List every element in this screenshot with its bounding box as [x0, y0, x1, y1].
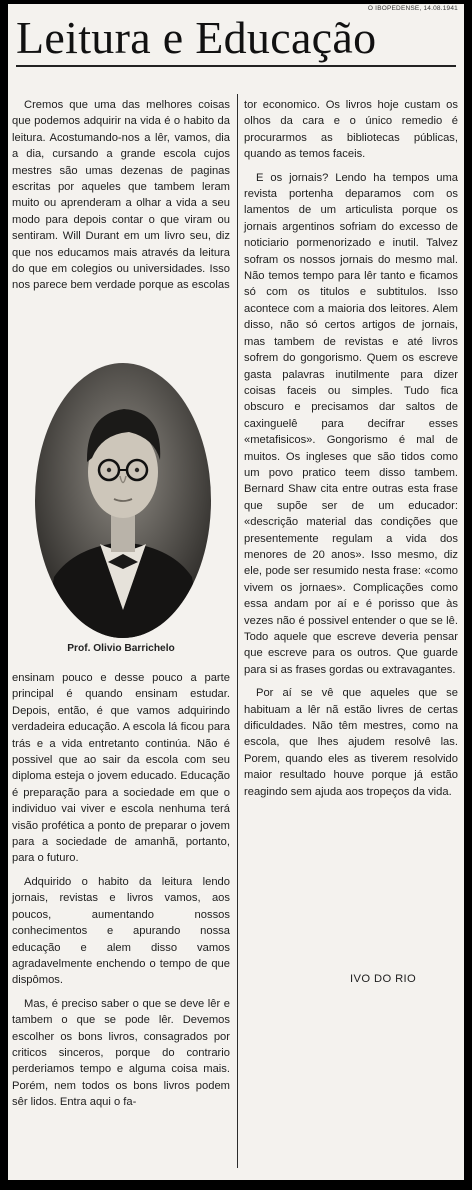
paragraph: Cremos que uma das melhores coisas que podemos adquirir na vida é o habito da leitura. Acostumando-nos a lêr, vamos, dia a dia, cursando a grande escola cujos mestres são umas dezenas de paginas escritas por aqueles que tambem leram muito ou aprenderam a olhar a vida a seu modo para depois contar o que viram ou sentiram. Will Durant em um livro seu, diz que nos educamos mais através da leitura do que em colegios ou universidades. Isso nos parece bem verdade porque as escolas — [12, 99, 230, 292]
paragraph: Por aí se vê que aqueles que se habituam a lêr nã estão livres de certas dificuldades. Não têm mestres, como na escola, que lhes ajudem resolvê las. Porem, quando eles as tiverem resolvido maior resultado houve porque já estão reagindo sem ajuda aos tropeços da vida. — [244, 687, 458, 798]
paragraph: tor economico. Os livros hoje custam os olhos da cara e o único remedio é procurarmos as bibliotecas públicas, quando as temos faceis. — [244, 99, 458, 161]
article-headline: Leitura e Educação — [16, 12, 377, 63]
paragraph: E os jornais? Lendo ha tempos uma revista portenha deparamos com os lamentos de um articulista porque os jornais argentinos sofriam do excesso de noticiario pormenorizado e inutil. Talvez sofram os nossos jornais do mesmo mal. Não temos tempo para lêr tanto e ficamos só com os titulos e subtitulos. Isso acontece com a maioria dos leitores. Alem disso, não só certos artigos de jornais, mas tambem de revistas e até livros sofrem do gongorismo. Quem os escreve gasta palavras inutilmente para dizer coisas faceis ou simples. Tudo fica obscuro e precisamos dar saltos de caxinguelê para decifrar esses «metafisicos». Gongorismo é mal de muitos. Os ingleses que são tidos como um povo pratico teem disso tambem. Bernard Shaw cita entre outras esta frase que supõe ser de um educador: «descrição material das condições que presentemente regulam a vida dos menores de 20 anos». Isso mesmo, diz ele, pode ser resumido nesta frase: «como vivem os jornaes». Complicações como essa andam por aí e é porisso que às vezes não é possivel entender o que se lê. Todo aquele que escreve deveria pensar que escreve para os outros. Que guarde para si as frases gordas ou extravagantes. — [244, 171, 458, 676]
author-signature: IVO DO RIO — [350, 973, 417, 985]
masthead-date: O IBOPEDENSE, 14.08.1941 — [367, 5, 458, 12]
left-column-top — [12, 97, 230, 301]
right-column — [244, 97, 458, 807]
paragraph: Mas, é preciso saber o que se deve lêr e tambem o que se pode lêr. Devemos escolher os bons livros, consagrados por criticos sinceros, porque do contrario perderiamos tempo e alguma coisa mais. Porém, nem todos os bons livros podem sêr lidos. Entra aqui o fa- — [12, 997, 230, 1109]
column-divider — [237, 94, 238, 1168]
paragraph: ensinam pouco e desse pouco a parte principal é quando ensinam estudar. Depois, então, é que vamos adquirindo verdadeira educação. A escola lá ficou para trás e a vida entretanto continúa. Não é possivel que ao sair da escola com seu diploma esteja o jovem educado. Educação é preparação para a sociedade em que o individuo vai viver e escola nenhuma terá visão profética a ponto de preparar o jovem para a sociedade de amanhã, portanto, para o futuro. — [12, 672, 230, 865]
paragraph: Adquirido o habito da leitura lendo jornais, revistas e livros vamos, aos poucos, aumentando nossos conhecimentos e apurando nossa educação e alem disso vamos agradavelmente enchendo o tempo de que dispômos. — [12, 875, 230, 987]
newspaper-clipping — [8, 4, 464, 1180]
headline-rule — [16, 65, 456, 67]
author-portrait — [34, 362, 212, 639]
photo-caption: Prof. Olivio Barrichelo — [67, 643, 175, 654]
left-column-bottom — [12, 670, 230, 1118]
